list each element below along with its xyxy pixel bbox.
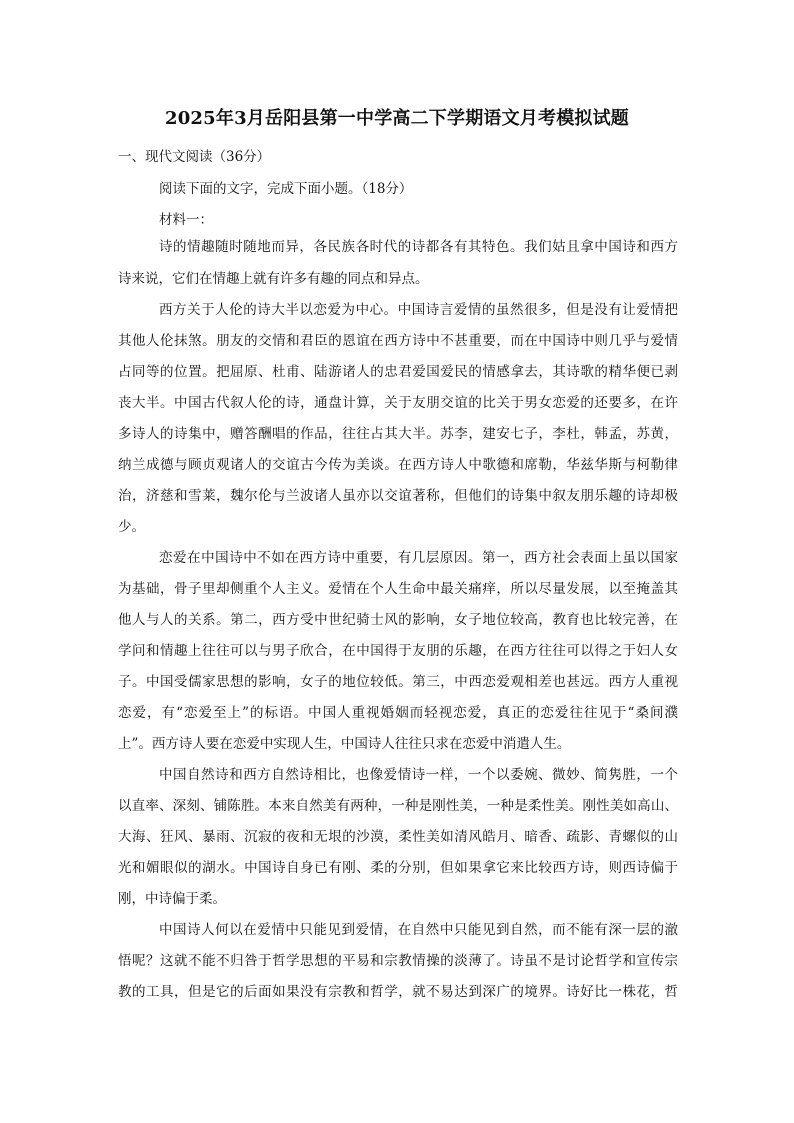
- paragraph-line: 占同等的位置。把屈原、杜甫、陆游诸人的忠君爱国爱民的情感拿去，其诗歌的精华便已剥: [118, 364, 678, 380]
- paragraph-line: 上”。西方诗人要在恋爱中实现人生，中国诗人往往只求在恋爱中消遣人生。: [118, 736, 571, 752]
- paragraph-line: 少。: [118, 519, 145, 535]
- paragraph-line: 以直率、深刻、铺陈胜。本来自然美有两种，一种是刚性美，一种是柔性美。刚性美如高山、: [118, 798, 678, 814]
- paragraph-line: 其他人伦抹煞。朋友的交情和君臣的恩谊在西方诗中不甚重要，而在中国诗中则几乎与爱情: [118, 333, 678, 349]
- paragraph-line: 恋爱在中国诗中不如在西方诗中重要，有几层原因。第一，西方社会表面上虽以国家: [159, 550, 678, 566]
- paragraph-line: 中国诗人何以在爱情中只能见到爱情，在自然中只能见到自然，而不能有深一层的澈: [159, 922, 678, 938]
- paragraph-line: 大海、狂风、暴雨、沉寂的夜和无垠的沙漠，柔性美如清风皓月、暗香、疏影、青螺似的山: [118, 829, 678, 845]
- paragraph-line: 诗来说，它们在情趣上就有许多有趣的同点和异点。: [118, 271, 429, 287]
- material-label: 材料一：: [159, 212, 213, 228]
- paragraph-line: 诗的情趣随时随地而异，各民族各时代的诗都各有其特色。我们姑且拿中国诗和西方: [159, 239, 678, 255]
- paragraph-line: 西方关于人伦的诗大半以恋爱为中心。中国诗言爱情的虽然很多，但是没有让爱情把: [159, 302, 678, 318]
- reading-instruction: 阅读下面的文字，完成下面小题。（18分）: [159, 181, 413, 197]
- paragraph-line: 刚，中诗偏于柔。: [118, 891, 226, 907]
- paragraph-line: 纳兰成德与顾贞观诸人的交谊古今传为美谈。在西方诗人中歌德和席勒，华兹华斯与柯勒律: [118, 457, 678, 473]
- paragraph-line: 为基础，骨子里却侧重个人主义。爱情在个人生命中最关痛痒，所以尽量发展，以至掩盖其: [118, 581, 678, 597]
- paragraph-line: 他人与人的关系。第二，西方受中世纪骑士风的影响，女子地位较高，教育也比较完善，在: [118, 612, 678, 628]
- exam-title: 2025年3月岳阳县第一中学高二下学期语文月考模拟试题: [164, 108, 630, 129]
- paragraph-line: 多诗人的诗集中，赠答酬唱的作品，往往占其大半。苏李，建安七子，李杜，韩孟，苏黄，: [118, 426, 678, 442]
- paragraph-line: 恋爱，有“恋爱至上”的标语。中国人重视婚姻而轻视恋爱，真正的恋爱往往见于“桑间濮: [118, 705, 678, 721]
- paragraph-line: 丧大半。中国古代叙人伦的诗，通盘计算，关于友朋交谊的比关于男女恋爱的还要多，在许: [118, 395, 678, 411]
- paragraph-line: 教的工具，但是它的后面如果没有宗教和哲学，就不易达到深广的境界。诗好比一株花，哲: [118, 984, 678, 1000]
- paragraph-line: 治，济慈和雪莱，魏尔伦与兰波诸人虽亦以交谊著称，但他们的诗集中叙友朋乐趣的诗却极: [118, 488, 678, 504]
- paragraph-line: 中国自然诗和西方自然诗相比，也像爱情诗一样，一个以委婉、微妙、简隽胜，一个: [159, 767, 678, 783]
- paragraph-line: 学问和情趣上往往可以与男子欣合，在中国得于友朋的乐趣，在西方往往可以得之于妇人女: [118, 643, 678, 659]
- paragraph-line: 子。中国受儒家思想的影响，女子的地位较低。第三，中西恋爱观相差也甚远。西方人重视: [118, 674, 678, 690]
- paragraph-line: 悟呢？这就不能不归咎于哲学思想的平易和宗教情操的淡薄了。诗虽不是讨论哲学和宣传宗: [118, 953, 678, 969]
- section-heading: 一、现代文阅读（36分）: [118, 149, 271, 165]
- paragraph-line: 光和媚眼似的湖水。中国诗自身已有刚、柔的分别，但如果拿它来比较西方诗，则西诗偏于: [118, 860, 678, 876]
